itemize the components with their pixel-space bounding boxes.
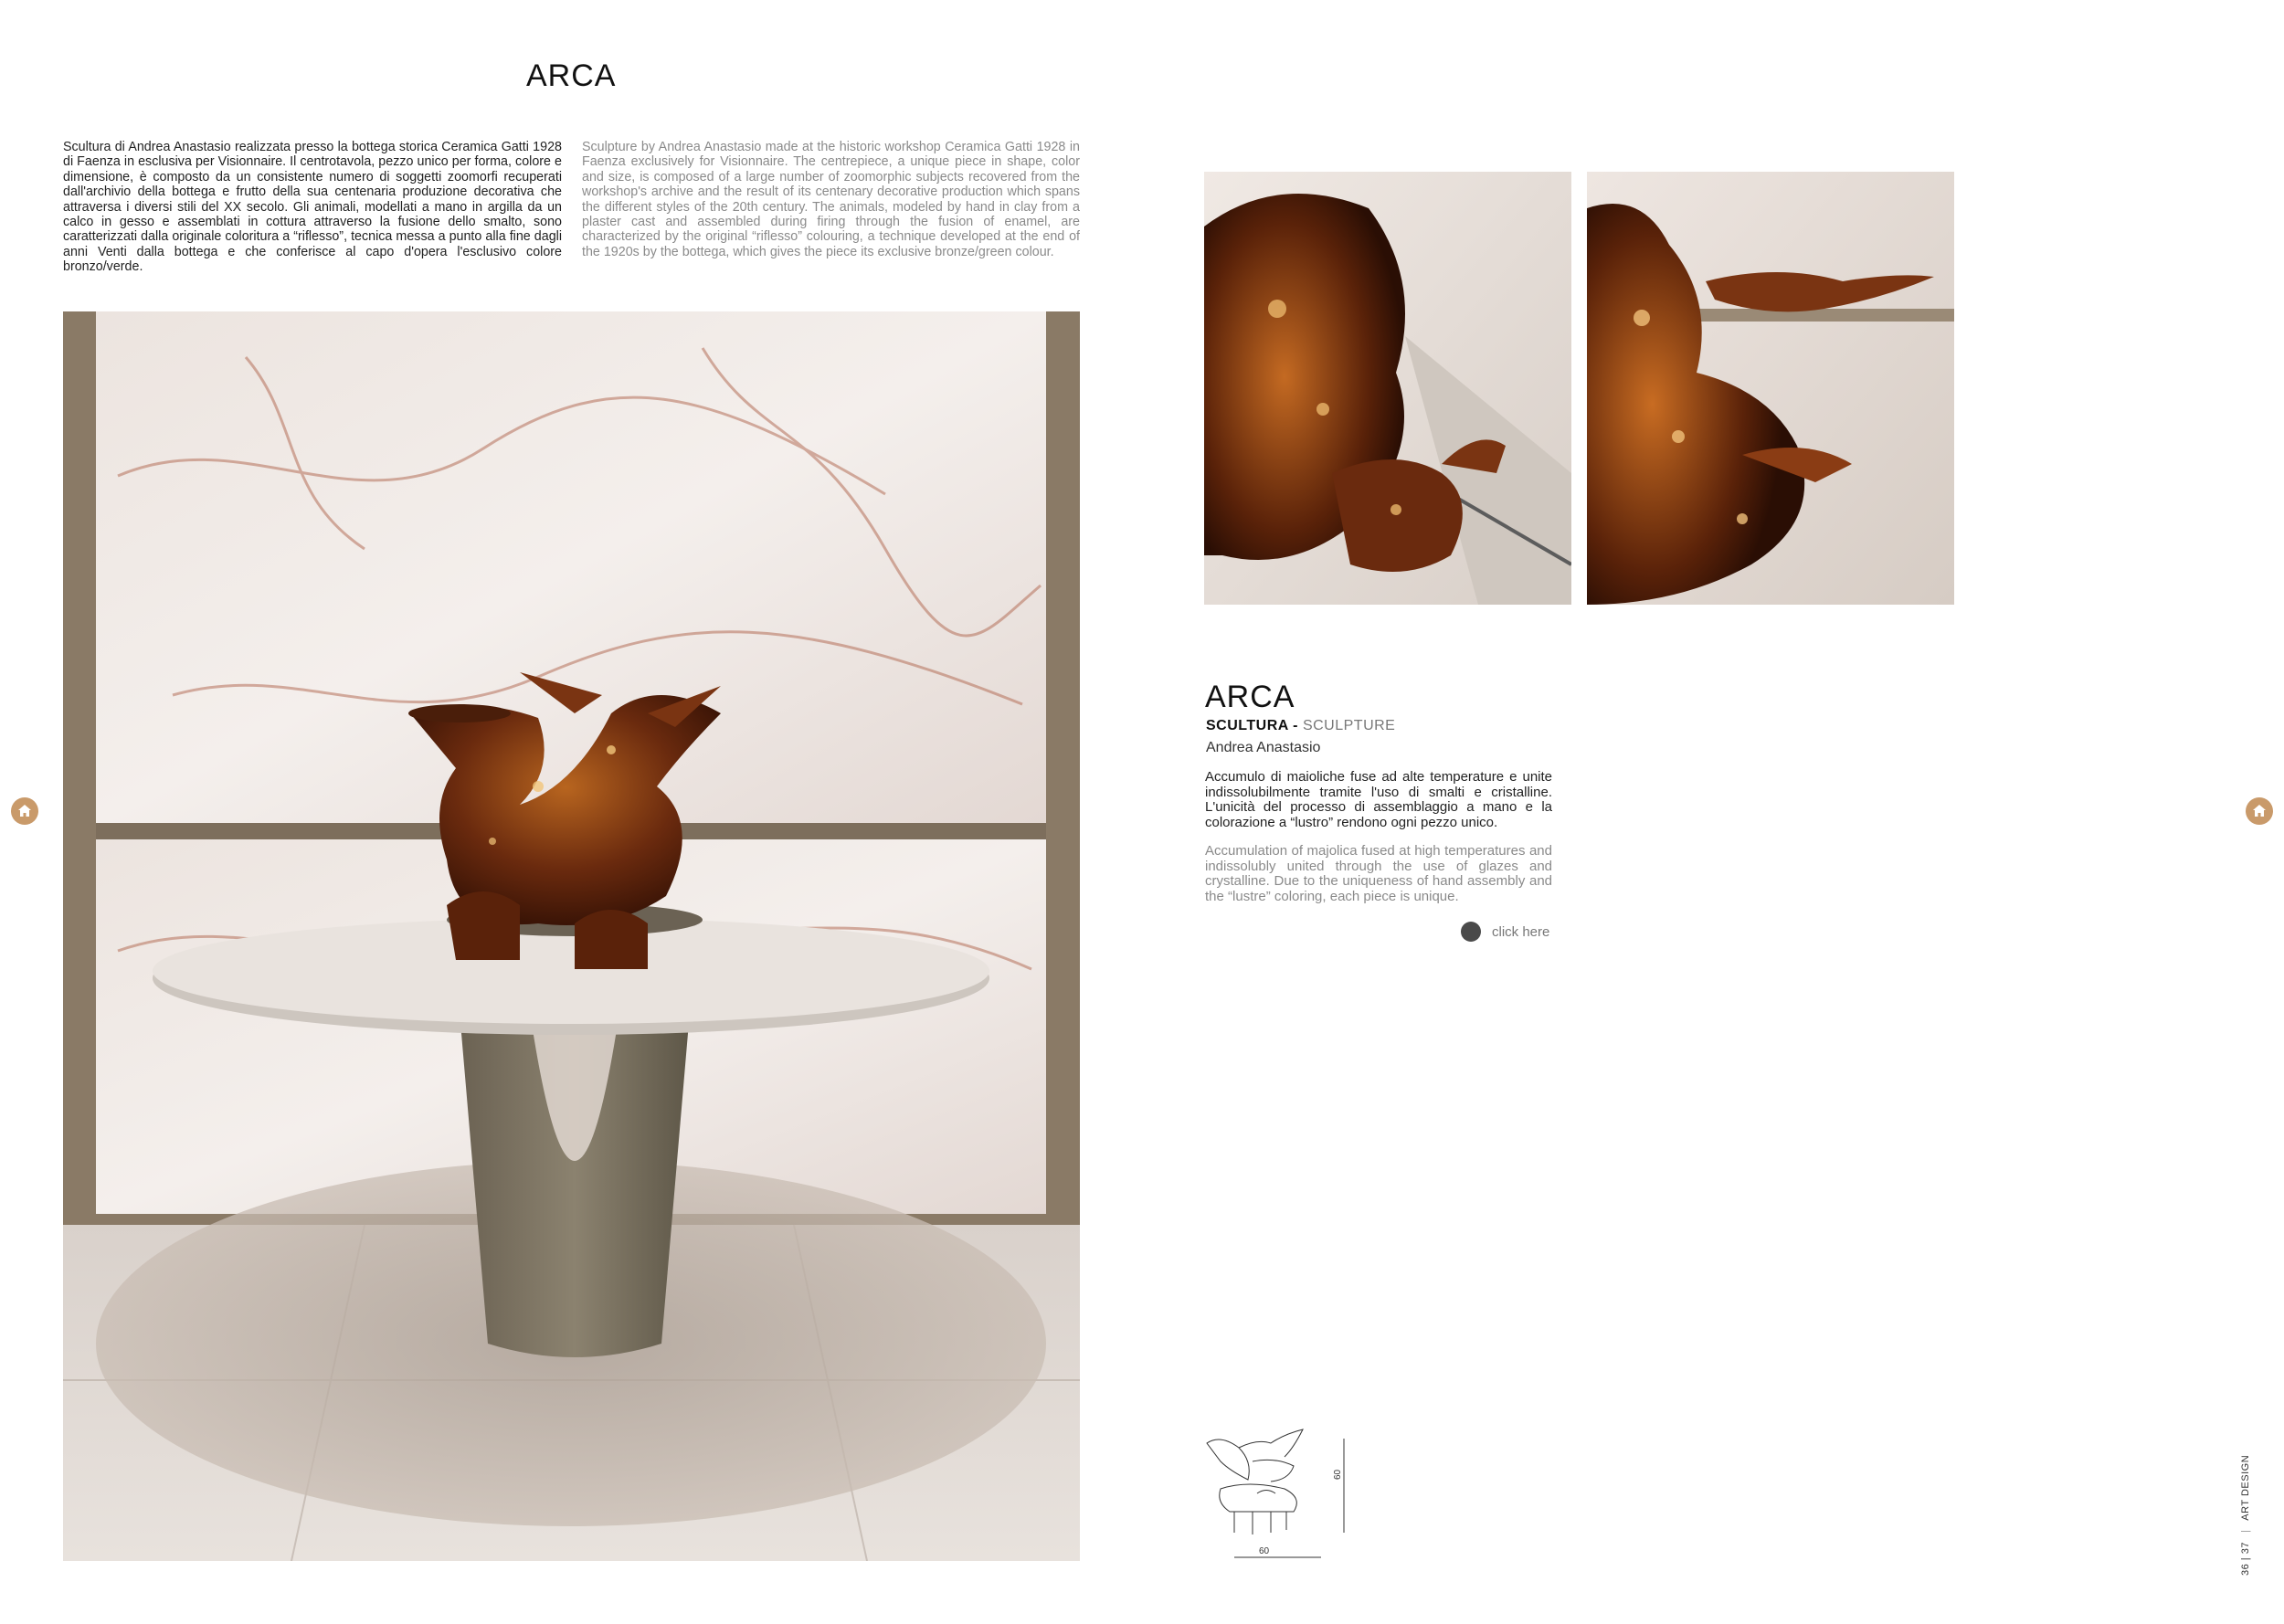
detail-photo-1 bbox=[1204, 172, 1571, 605]
detail-photo-2 bbox=[1587, 172, 1954, 605]
product-description-english: Accumulation of majolica fused at high temperatures and indissolubly united through the use of glazes and crystalline. Due to the uniqueness of hand assembly and the “lustre” coloring, each piece is unique. bbox=[1205, 843, 1552, 904]
intro-text-english: Sculpture by Andrea Anastasio made at the historic workshop Ceramica Gatti 1928 in Faenza exclusively for Visionnaire. The centrepiece, a unique piece in shape, color and size, is composed of a large number of zoomorphic subjects recovered from the workshop's archive and the result of its centenary decorative production which spans the different styles of the 20th century. The animals, modeled by hand in clay from a plaster cast and assembled during firing through the fusion of enamel, are characterized by the original “riflesso” colouring, a technique developed at the end of the 1920s by the bottega, which gives the piece its exclusive bronze/green colour. bbox=[582, 140, 1080, 259]
click-here-label: click here bbox=[1492, 923, 1550, 940]
circle-icon bbox=[1461, 922, 1481, 942]
page-title-left: ARCA bbox=[526, 58, 617, 93]
home-icon bbox=[16, 803, 33, 819]
product-category bbox=[1206, 718, 1395, 734]
home-icon bbox=[2251, 803, 2268, 819]
section-name: ART DESIGN bbox=[2240, 1454, 2251, 1521]
product-description-italian: Accumulo di maioliche fuse ad alte temperature e unite indissolubilmente tramite l'uso di smalti e cristalline. L'unicità del processo di assemblaggio a mano e la colorazione a “lustro” rendono ogni pezzo unico. bbox=[1205, 769, 1552, 830]
technical-drawing bbox=[1202, 1425, 1353, 1562]
home-button-left[interactable] bbox=[11, 797, 38, 825]
designer-name: Andrea Anastasio bbox=[1206, 740, 1321, 755]
hero-photo-sculpture-on-table bbox=[63, 311, 1080, 1561]
product-title: ARCA bbox=[1205, 680, 1295, 714]
category-separator: - bbox=[1288, 718, 1303, 733]
footer bbox=[2240, 1455, 2251, 1576]
dimension-width: 60 bbox=[1259, 1546, 1270, 1556]
page-numbers: 36 | 37 bbox=[2240, 1542, 2251, 1576]
category-english: SCULPTURE bbox=[1302, 718, 1396, 733]
category-italian: SCULTURA bbox=[1206, 718, 1289, 733]
dimension-height: 60 bbox=[1333, 1469, 1343, 1480]
footer-separator: | bbox=[2240, 1529, 2251, 1534]
intro-text-italian: Scultura di Andrea Anastasio realizzata presso la bottega storica Ceramica Gatti 1928 di Faenza in esclusiva per Visionnaire. Il centrotavola, pezzo unico per forma, colore e dimensione, è composto da un consistente numero di soggetti zoomorfi recuperati dall'archivio della bottega e frutto della sua centenaria produzione decorativa che attraversa i diversi stili del XX secolo. Gli animali, modellati a mano in argilla da un calco in gesso e assemblati in cottura attraverso la fusione dello smalto, sono caratterizzati dalla originale coloritura a “riflesso”, tecnica messa a punto alla fine dagli anni Venti dalla bottega e che conferisce al capo d'opera l'esclusivo colore bronzo/verde. bbox=[63, 140, 562, 275]
click-here-link[interactable] bbox=[1461, 922, 1549, 942]
home-button-right[interactable] bbox=[2246, 797, 2273, 825]
